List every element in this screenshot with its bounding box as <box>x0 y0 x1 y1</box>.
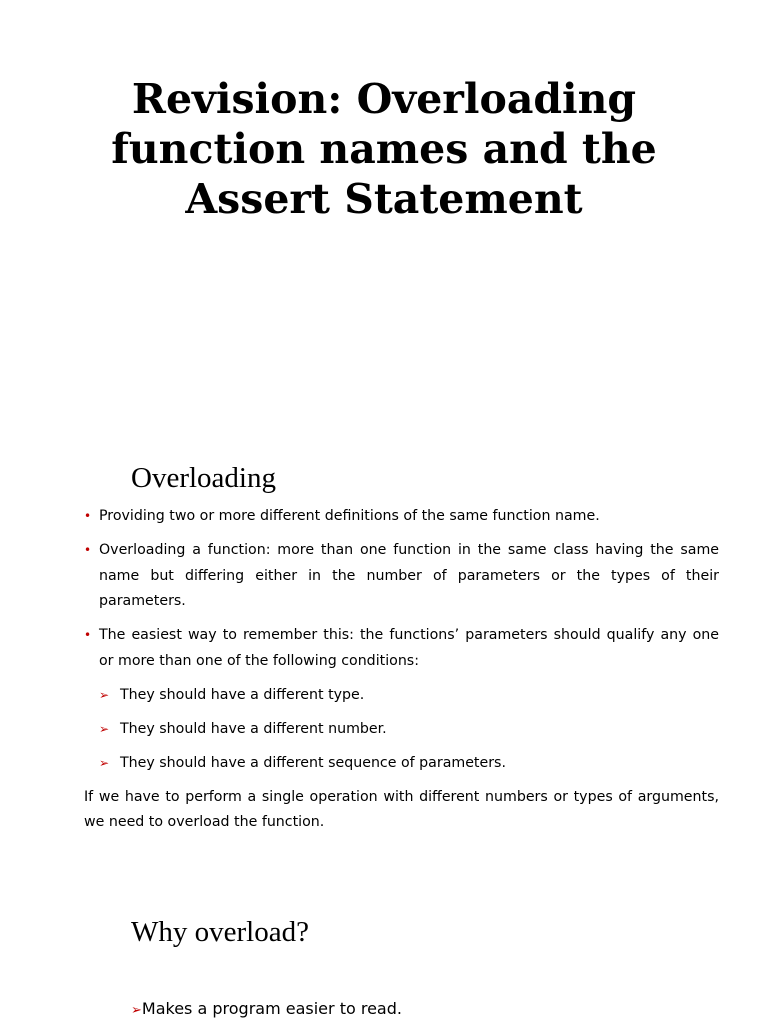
arrow-bullet-icon: ➢ <box>99 721 110 736</box>
condition-text: They should have a different sequence of parameters. <box>120 754 506 771</box>
bullet-icon: • <box>84 543 92 557</box>
condition-item <box>84 751 719 777</box>
condition-text: They should have a different type. <box>120 686 365 703</box>
arrow-bullet-icon: ➢ <box>131 1003 142 1018</box>
bullet-text: Providing two or more different definitions of the same function name. <box>99 508 600 524</box>
title-line-1: Revision: Overloading <box>131 75 637 123</box>
condition-item <box>84 683 719 709</box>
arrow-bullet-icon: ➢ <box>99 755 110 770</box>
conditions-list <box>84 683 719 777</box>
bullet-icon: • <box>84 509 92 523</box>
bullet-text: The easiest way to remember this: the functions’ parameters should qualify any one or more than one of the following conditions: <box>99 627 719 669</box>
overloading-heading: Overloading <box>131 462 276 494</box>
bullet-item <box>84 538 719 615</box>
closing-paragraph: If we have to perform a single operation with different numbers or types of arguments, we need to overload the function. <box>84 788 719 830</box>
bullet-icon: • <box>84 628 92 642</box>
bullet-text: Overloading a function: more than one function in the same class having the same name but differing either in the number of parameters or the types of their parameters. <box>99 542 719 609</box>
why-item <box>131 996 402 1024</box>
arrow-bullet-icon: ➢ <box>99 687 110 702</box>
condition-item <box>84 717 719 743</box>
why-overload-heading: Why overload? <box>131 916 309 948</box>
condition-text: They should have a different number. <box>120 720 387 737</box>
title-line-3: Assert Statement <box>185 175 583 223</box>
bullet-item <box>84 623 719 674</box>
overloading-bullet-list <box>84 504 719 674</box>
slide-title <box>0 74 768 224</box>
why-item-text: Makes a program easier to read. <box>141 999 402 1018</box>
bullet-item <box>84 504 719 530</box>
overloading-content <box>84 504 719 836</box>
title-line-2: function names and the <box>111 125 657 173</box>
